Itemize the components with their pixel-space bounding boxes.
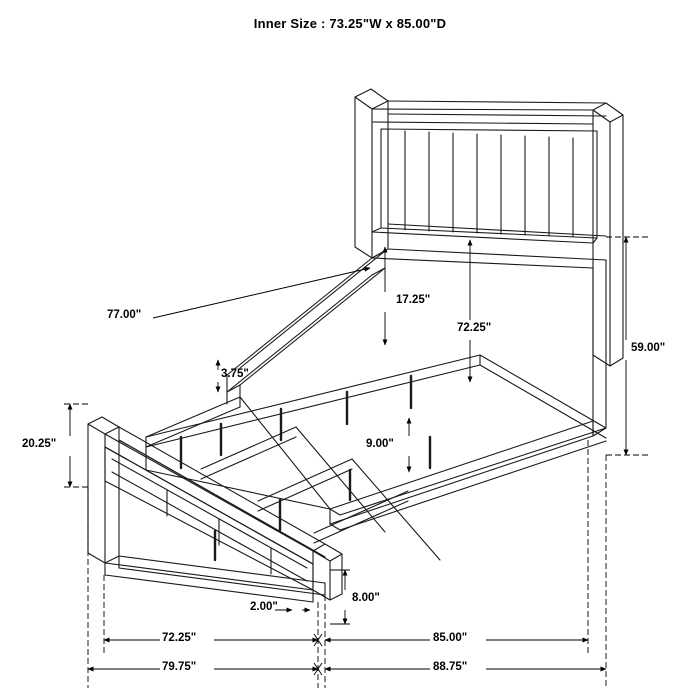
dimension-label-footboard-height: 20.25": [22, 438, 57, 450]
dimension-label-rail-thickness: 3.75": [221, 368, 249, 380]
dimension-label-foot-trim: 2.00": [250, 601, 278, 613]
page-title: Inner Size : 73.25"W x 85.00"D: [253, 16, 447, 31]
dimension-label-outer-width: 79.75": [162, 661, 197, 673]
dimension-label-headboard-height: 59.00": [631, 342, 666, 354]
dimension-label-inner-width: 72.25": [162, 632, 197, 644]
dimension-label-headboard-post-gap: 17.25": [396, 294, 431, 306]
dimension-label-siderail-length: 77.00": [107, 309, 142, 321]
dimension-label-outer-depth: 88.75": [433, 661, 468, 673]
dimension-label-inner-depth: 85.00": [433, 632, 468, 644]
dimension-label-slat-clearance: 9.00": [366, 438, 394, 450]
dimension-label-headboard-panel-height: 72.25": [457, 322, 492, 334]
dimension-label-floor-clearance: 8.00": [352, 592, 380, 604]
